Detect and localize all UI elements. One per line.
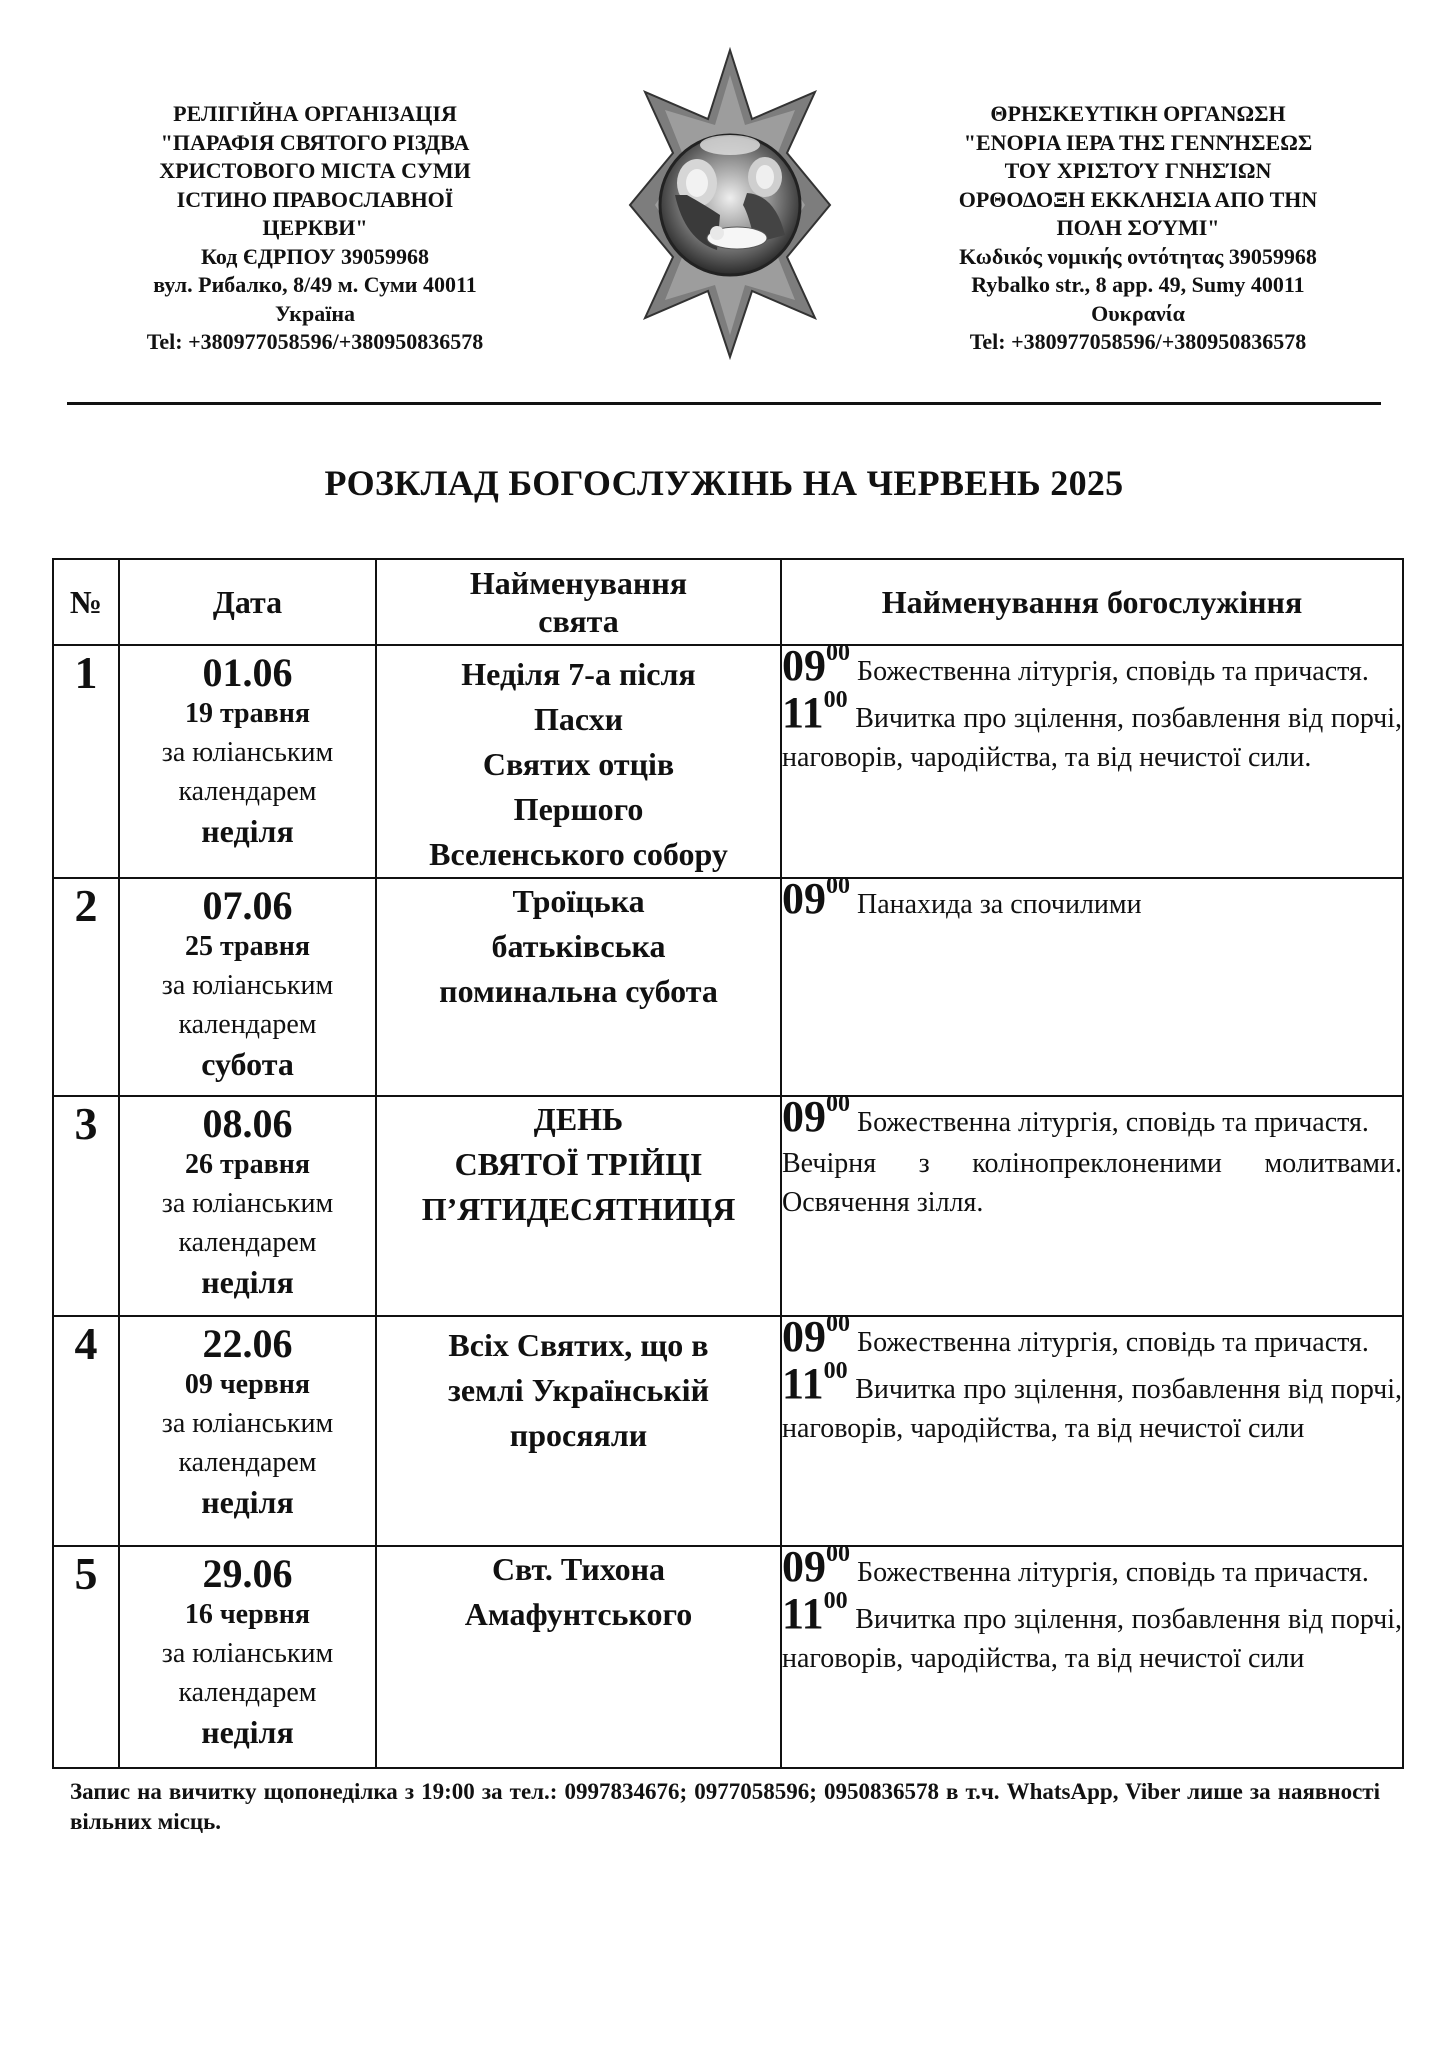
feast-line: Всіх Святих, що в [448, 1327, 709, 1363]
feast-line: Амафунтського [464, 1596, 693, 1632]
feast-line: П’ЯТИДЕСЯТНИЦЯ [421, 1191, 736, 1227]
header-line: вул. Рибалко, 8/49 м. Суми 40011 [153, 272, 477, 297]
time-hour: 09 [782, 641, 826, 690]
table-header-row [53, 559, 1403, 645]
time-minutes: 00 [826, 640, 850, 666]
time-minutes: 00 [823, 1358, 848, 1384]
time-minutes: 00 [823, 687, 848, 713]
feast-cell [376, 878, 781, 1096]
time-minutes: 00 [826, 1541, 850, 1567]
row-number: 3 [53, 1096, 119, 1316]
service-cell [781, 873, 1403, 1096]
time-hour: 11 [782, 688, 824, 737]
service-cell [781, 1541, 1403, 1768]
calendar-note: за юліанським [161, 970, 334, 1001]
calendar-note: за юліанським [161, 1188, 334, 1219]
date: 01.06 [202, 650, 293, 695]
feast-line: Першого [513, 791, 644, 827]
service-text: Божественна літургія, сповідь та причастя. [857, 1107, 1369, 1138]
service-time [782, 1092, 850, 1141]
service-cell [781, 1091, 1403, 1316]
weekday: неділя [201, 1714, 294, 1750]
weekday: неділя [201, 1264, 294, 1300]
organization-header-ukrainian [95, 100, 535, 357]
service-time [782, 1359, 848, 1408]
feast-cell [376, 1546, 781, 1768]
weekday: субота [201, 1046, 294, 1082]
time-minutes: 00 [823, 1588, 848, 1614]
date-cell [119, 1546, 376, 1768]
header-line: ΠΟΛΗ ΣΟΎΜΙ" [1056, 215, 1220, 240]
feast-line: землі Українській [447, 1372, 709, 1408]
service-entry [782, 1091, 1402, 1142]
service-text: Вичитка про зцілення, позбавлення від порчі, наговорів, чародійства, та від нечистої сили [782, 1374, 1403, 1444]
feast-line: Неділя 7-а після [461, 656, 696, 692]
service-entry [782, 1588, 1403, 1678]
date-cell [119, 645, 376, 878]
header-line: Код ЄДРПОУ 39059968 [201, 243, 429, 269]
service-entry [782, 640, 1402, 691]
calendar-note: календарем [178, 1009, 317, 1040]
julian-date: 26 травня [184, 1149, 311, 1180]
table-row [53, 1546, 1403, 1768]
calendar-note: за юліанським [161, 1638, 334, 1669]
service-entry [782, 1358, 1403, 1448]
header-line: ХРИСТОВОГО МІСТА СУМИ [159, 158, 471, 183]
julian-date: 09 червня [184, 1369, 311, 1400]
service-text: Божественна літургія, сповідь та причастя. [857, 1327, 1369, 1358]
service-time [782, 1589, 848, 1638]
header-line: РЕЛІГІЙНА ОРГАНІЗАЦІЯ [173, 101, 457, 126]
service-time [782, 1542, 850, 1591]
row-number: 1 [53, 645, 119, 878]
header-text: свята [538, 603, 619, 639]
feast-line: поминальна субота [439, 973, 718, 1009]
table-row [53, 1096, 1403, 1316]
service-cell [781, 640, 1403, 878]
service-entry [782, 1541, 1402, 1592]
service-time [782, 1312, 850, 1361]
header-line: Tel: +380977058596/+380950836578 [969, 329, 1307, 354]
service-time [782, 874, 850, 923]
header-line: ΘΡΗΣΚΕΥΤΙΚΗ ΟΡΓΑΝΩΣΗ [990, 101, 1286, 126]
julian-date: 16 червня [184, 1599, 311, 1630]
service-text: Вичитка про зцілення, позбавлення від порчі, наговорів, чародійства, та від нечистої сили. [782, 703, 1403, 773]
page-title: РОЗКЛАД БОГОСЛУЖІНЬ НА ЧЕРВЕНЬ 2025 [324, 463, 1124, 503]
service-text: Божественна літургія, сповідь та причастя. [857, 656, 1369, 687]
time-minutes: 00 [826, 1091, 850, 1117]
table-row [53, 645, 1403, 878]
feast-line: Троїцька [512, 883, 645, 919]
service-entry [782, 873, 1402, 924]
date-cell [119, 1096, 376, 1316]
header-line: Tel: +380977058596/+380950836578 [146, 329, 484, 354]
feast-line: батьківська [491, 928, 666, 964]
column-header-feast [376, 559, 781, 645]
table-row [53, 1316, 1403, 1546]
service-text: Вичитка про зцілення, позбавлення від порчі, наговорів, чародійства, та від нечистої сили [782, 1604, 1403, 1674]
header-line: Rybalko str., 8 app. 49, Sumy 40011 [971, 272, 1305, 297]
header-divider [67, 402, 1381, 405]
service-entry [782, 1311, 1402, 1362]
weekday: неділя [201, 813, 294, 849]
feast-line: СВЯТОЇ ТРІЙЦІ [454, 1146, 703, 1182]
time-hour: 09 [782, 874, 826, 923]
header-text: Найменування [469, 565, 688, 601]
row-number: 5 [53, 1546, 119, 1768]
feast-line: Свт. Тихона [491, 1551, 666, 1587]
header-line: Україна [274, 300, 356, 326]
service-text: Панахида за спочилими [857, 889, 1142, 920]
calendar-note: за юліанським [161, 1408, 334, 1439]
time-hour: 11 [782, 1589, 824, 1638]
time-hour: 11 [782, 1359, 824, 1408]
julian-date: 19 травня [184, 698, 311, 729]
feast-line: просяяли [509, 1417, 648, 1453]
date-cell [119, 878, 376, 1096]
footer-note: Запис на вичитку щопонеділка з 19:00 за тел.: 0997834676; 0977058596; 0950836578 в т.ч. WhatsApp, Viber лише за наявності вільних місць. [70, 1779, 1380, 1834]
row-number: 4 [53, 1316, 119, 1546]
service-time [782, 641, 850, 690]
row-number: 2 [53, 878, 119, 1096]
calendar-note: календарем [178, 1227, 317, 1258]
feast-cell [376, 1096, 781, 1316]
feast-cell [376, 645, 781, 878]
column-header-service: Найменування богослужіння [781, 559, 1403, 645]
date: 22.06 [202, 1321, 293, 1366]
julian-date: 25 травня [184, 931, 311, 962]
calendar-note: календарем [178, 1447, 317, 1478]
table-row [53, 878, 1403, 1096]
header-line: Κωδικός νομικής οντότητας 39059968 [959, 243, 1317, 269]
feast-line: Святих отців [482, 746, 675, 782]
time-hour: 09 [782, 1312, 826, 1361]
service-text: Божественна літургія, сповідь та причастя. [857, 1557, 1369, 1588]
header-line: ІСТИНО ПРАВОСЛАВНОЇ [176, 186, 454, 212]
date: 07.06 [202, 883, 293, 928]
time-minutes: 00 [826, 873, 850, 899]
time-hour: 09 [782, 1542, 826, 1591]
schedule-table [52, 558, 1404, 1769]
feast-line: Вселенського собору [429, 836, 728, 872]
feast-cell [376, 1316, 781, 1546]
column-header-date: Дата [119, 559, 376, 645]
feast-line: Пасхи [533, 701, 624, 737]
service-time [782, 688, 848, 737]
column-header-number: № [53, 559, 119, 645]
service-cell [781, 1311, 1403, 1546]
calendar-note: календарем [178, 776, 317, 807]
calendar-note: календарем [178, 1677, 317, 1708]
time-minutes: 00 [826, 1311, 850, 1337]
feast-line: ДЕНЬ [533, 1101, 624, 1137]
header-line: ΟΡΘΟΔΟΞΗ ΕΚΚΛΗΣΙΑ ΑΠΟ ΤΗΝ [958, 186, 1318, 212]
date: 29.06 [202, 1551, 293, 1596]
service-entry [782, 687, 1403, 777]
organization-header-greek [918, 100, 1358, 357]
date-cell [119, 1316, 376, 1546]
header-line: "ПАРАФІЯ СВЯТОГО РІЗДВА [160, 129, 470, 155]
header-line: ΤΟΥ ΧΡΙΣΤΟΎ ΓΝΗΣΊΩΝ [1004, 158, 1272, 183]
calendar-note: за юліанським [161, 737, 334, 768]
header-line: "ΕΝΟΡΙΑ ΙΕΡΑ ΤΗΣ ΓΕΝΝΉΣΕΩΣ [963, 129, 1313, 155]
service-entry [782, 1144, 1402, 1222]
nativity-star-icon [625, 45, 835, 360]
header-line: Ουκρανία [1091, 300, 1185, 326]
service-text: Вечірня з колінопреклоненими молитвами. Освячення зілля. [782, 1148, 1402, 1218]
time-hour: 09 [782, 1092, 826, 1141]
weekday: неділя [201, 1484, 294, 1520]
header-line: ЦЕРКВИ" [262, 215, 368, 240]
date: 08.06 [202, 1101, 293, 1146]
